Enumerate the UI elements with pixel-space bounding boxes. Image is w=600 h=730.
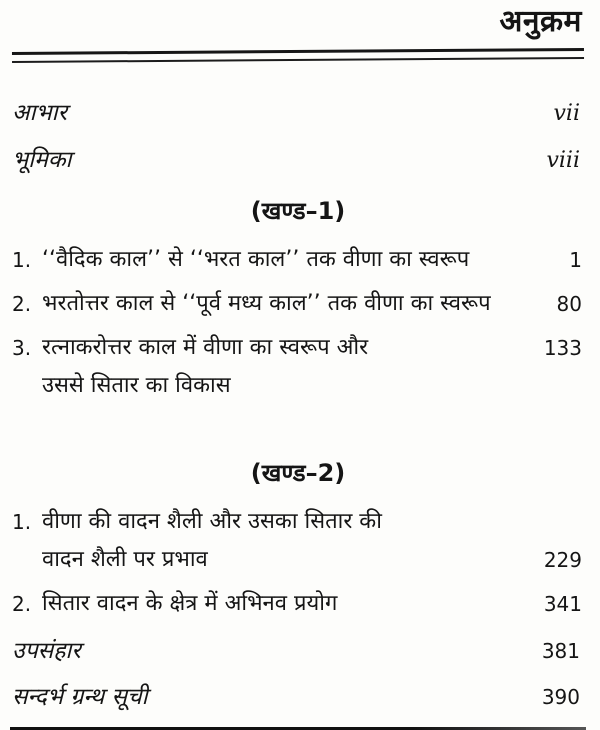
toc-entry-introduction xyxy=(12,144,584,177)
item-title-line: ‘‘वैदिक काल’’ से ‘‘भरत काल’’ तक वीणा का स्वरूप xyxy=(42,247,470,272)
toc-entry-conclusion xyxy=(12,635,584,667)
toc-entry-s2-item2 xyxy=(12,585,584,623)
item-title xyxy=(42,503,544,579)
entry-label: भूमिका xyxy=(12,147,72,173)
item-page: 341 xyxy=(543,592,582,616)
toc-entry-bibliography xyxy=(12,681,584,713)
toc-entry-s1-item1 xyxy=(12,241,584,279)
item-title-line: रत्नाकरोत्तर काल में वीणा का स्वरूप और xyxy=(42,335,369,360)
page-title: अनुक्रम xyxy=(499,4,582,39)
item-page: 80 xyxy=(556,292,582,316)
item-title-line: सितार वादन के क्षेत्र में अभिनव प्रयोग xyxy=(42,591,338,616)
item-title-line: उससे सितार का विकास xyxy=(42,373,231,398)
entry-page: 381 xyxy=(541,639,580,663)
item-title-line: वादन शैली पर प्रभाव xyxy=(42,547,208,572)
item-title xyxy=(42,329,544,405)
toc-entry-acknowledgements xyxy=(12,97,584,130)
entry-label: उपसंहार xyxy=(12,638,81,664)
section-1-heading: (खण्ड–1) xyxy=(250,197,346,225)
section-2-heading: (खण्ड–2) xyxy=(250,459,346,487)
item-number: 3. xyxy=(12,336,32,360)
item-number: 2. xyxy=(12,292,32,316)
back-matter xyxy=(12,635,584,713)
item-title-line: भरतोत्तर काल से ‘‘पूर्व मध्य काल’’ तक वीणा का स्वरूप xyxy=(42,291,491,316)
item-number: 2. xyxy=(12,592,32,616)
double-rule xyxy=(12,48,584,63)
item-title xyxy=(42,241,569,279)
item-title-line: वीणा की वादन शैली और उसका सितार की xyxy=(42,509,382,534)
item-number: 1. xyxy=(12,510,32,534)
toc-entry-s1-item2 xyxy=(12,285,584,323)
item-title xyxy=(42,585,544,623)
item-number: 1. xyxy=(12,248,32,272)
entry-label: आभार xyxy=(12,100,68,126)
item-page: 229 xyxy=(543,548,582,572)
toc-entry-s2-item1 xyxy=(12,503,584,579)
toc-entry-s1-item3 xyxy=(12,329,584,405)
entry-page: 390 xyxy=(541,685,580,709)
item-page: 133 xyxy=(543,336,582,360)
item-title xyxy=(42,285,557,323)
entry-label: सन्दर्भ ग्रन्थ सूची xyxy=(12,684,148,710)
item-page: 1 xyxy=(569,248,582,272)
entry-page: vii xyxy=(553,101,580,126)
entry-page: viii xyxy=(546,148,580,173)
